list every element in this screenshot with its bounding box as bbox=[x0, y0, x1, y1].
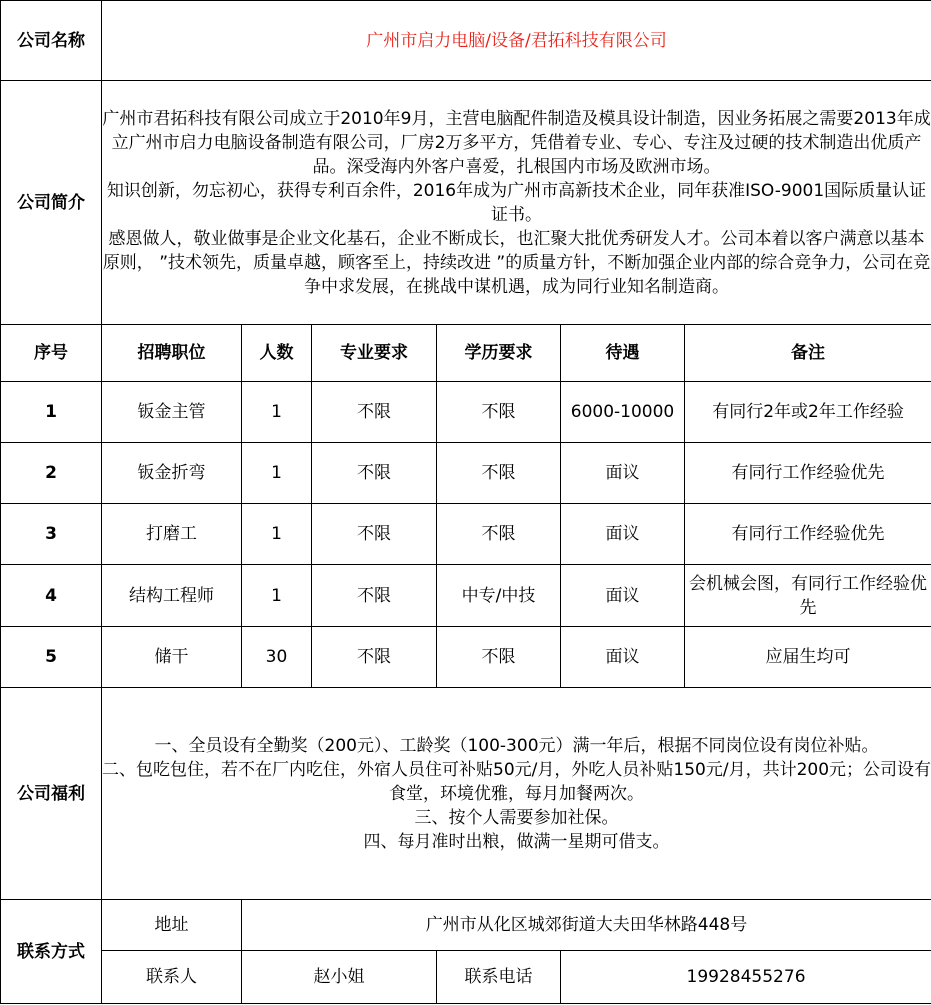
benefit-item-2: 二、包吃包住，若不在厂内吃住，外宿人员住可补贴50元/月，外吃人员补贴150元/月，共计200元；公司设有食堂，环境优雅，每月加餐两次。 bbox=[102, 759, 931, 804]
table-row bbox=[1, 382, 931, 443]
job-index: 3 bbox=[1, 504, 102, 565]
address-value: 广州市从化区城郊街道大夫田华林路448号 bbox=[242, 900, 931, 951]
address-label: 地址 bbox=[102, 900, 242, 951]
benefit-item-4: 四、每月准时出粮，做满一星期可借支。 bbox=[363, 831, 670, 852]
benefits-row bbox=[1, 688, 931, 900]
table-row bbox=[1, 443, 931, 504]
job-education: 不限 bbox=[437, 504, 561, 565]
job-position: 结构工程师 bbox=[102, 565, 242, 627]
job-salary: 面议 bbox=[561, 565, 685, 627]
job-index: 5 bbox=[1, 627, 102, 688]
header-salary: 待遇 bbox=[561, 325, 685, 382]
contact-address-row bbox=[1, 900, 931, 951]
job-education: 中专/中技 bbox=[437, 565, 561, 627]
company-intro-row bbox=[1, 81, 931, 325]
job-count: 1 bbox=[242, 504, 312, 565]
job-education: 不限 bbox=[437, 443, 561, 504]
job-major: 不限 bbox=[312, 565, 437, 627]
table-row bbox=[1, 627, 931, 688]
job-count: 1 bbox=[242, 443, 312, 504]
header-index: 序号 bbox=[1, 325, 102, 382]
job-major: 不限 bbox=[312, 382, 437, 443]
benefits-content bbox=[102, 688, 931, 900]
job-index: 2 bbox=[1, 443, 102, 504]
job-position: 钣金主管 bbox=[102, 382, 242, 443]
header-major: 专业要求 bbox=[312, 325, 437, 382]
job-major: 不限 bbox=[312, 443, 437, 504]
jobs-header-row bbox=[1, 325, 931, 382]
job-education: 不限 bbox=[437, 382, 561, 443]
intro-paragraph-1: 广州市君拓科技有限公司成立于2010年9月，主营电脑配件制造及模具设计制造，因业务拓展之需要2013年成立广州市启力电脑设备制造有限公司，厂房2万多平方，凭借着专业、专心、专注及过硬的技术制造出优质产品。深受海内外客户喜爱，扎根国内市场及欧洲市场。 bbox=[102, 108, 931, 177]
company-intro bbox=[102, 81, 931, 325]
benefits-label: 公司福利 bbox=[1, 688, 102, 900]
job-salary: 面议 bbox=[561, 504, 685, 565]
phone-label: 联系电话 bbox=[437, 951, 561, 1004]
contact-person-label: 联系人 bbox=[102, 951, 242, 1004]
job-notes: 应届生均可 bbox=[685, 627, 931, 688]
job-position: 打磨工 bbox=[102, 504, 242, 565]
job-notes: 有同行工作经验优先 bbox=[685, 443, 931, 504]
table-row bbox=[1, 565, 931, 627]
job-education: 不限 bbox=[437, 627, 561, 688]
intro-paragraph-3: 感恩做人，敬业做事是企业文化基石，企业不断成长，也汇聚大批优秀研发人才。公司本着以客户满意以基本原则， ”技术领先，质量卓越，顾客至上，持续改进 ”的质量方针，不断加强企业内部的综合竞争力，公司在竞争中求发展，在挑战中谋机遇，成为同行业知名制造商。 bbox=[102, 228, 931, 297]
job-position: 储干 bbox=[102, 627, 242, 688]
company-name: 广州市启力电脑/设备/君拓科技有限公司 bbox=[102, 1, 931, 81]
company-name-label: 公司名称 bbox=[1, 1, 102, 81]
job-salary: 6000-10000 bbox=[561, 382, 685, 443]
phone-value: 19928455276 bbox=[561, 951, 931, 1004]
table-row bbox=[1, 504, 931, 565]
job-notes: 有同行2年或2年工作经验 bbox=[685, 382, 931, 443]
company-name-row bbox=[1, 1, 931, 81]
intro-paragraph-2: 知识创新，勿忘初心，获得专利百余件，2016年成为广州市高新技术企业，同年获准ISO-9001国际质量认证证书。 bbox=[106, 180, 927, 225]
job-index: 1 bbox=[1, 382, 102, 443]
contact-person-row bbox=[1, 951, 931, 1004]
job-major: 不限 bbox=[312, 504, 437, 565]
header-count: 人数 bbox=[242, 325, 312, 382]
job-count: 1 bbox=[242, 565, 312, 627]
header-education: 学历要求 bbox=[437, 325, 561, 382]
job-salary: 面议 bbox=[561, 627, 685, 688]
job-salary: 面议 bbox=[561, 443, 685, 504]
contact-person-value: 赵小姐 bbox=[242, 951, 437, 1004]
job-count: 30 bbox=[242, 627, 312, 688]
job-count: 1 bbox=[242, 382, 312, 443]
benefit-item-1: 一、全员设有全勤奖（200元）、工龄奖（100-300元）满一年后，根据不同岗位设有岗位补贴。 bbox=[154, 735, 879, 756]
job-notes: 会机械会图，有同行工作经验优先 bbox=[685, 565, 931, 627]
contact-label: 联系方式 bbox=[1, 900, 102, 1004]
job-notes: 有同行工作经验优先 bbox=[685, 504, 931, 565]
job-position: 钣金折弯 bbox=[102, 443, 242, 504]
company-intro-label: 公司简介 bbox=[1, 81, 102, 325]
header-position: 招聘职位 bbox=[102, 325, 242, 382]
job-major: 不限 bbox=[312, 627, 437, 688]
header-notes: 备注 bbox=[685, 325, 931, 382]
benefit-item-3: 三、按个人需要参加社保。 bbox=[414, 807, 619, 828]
job-index: 4 bbox=[1, 565, 102, 627]
